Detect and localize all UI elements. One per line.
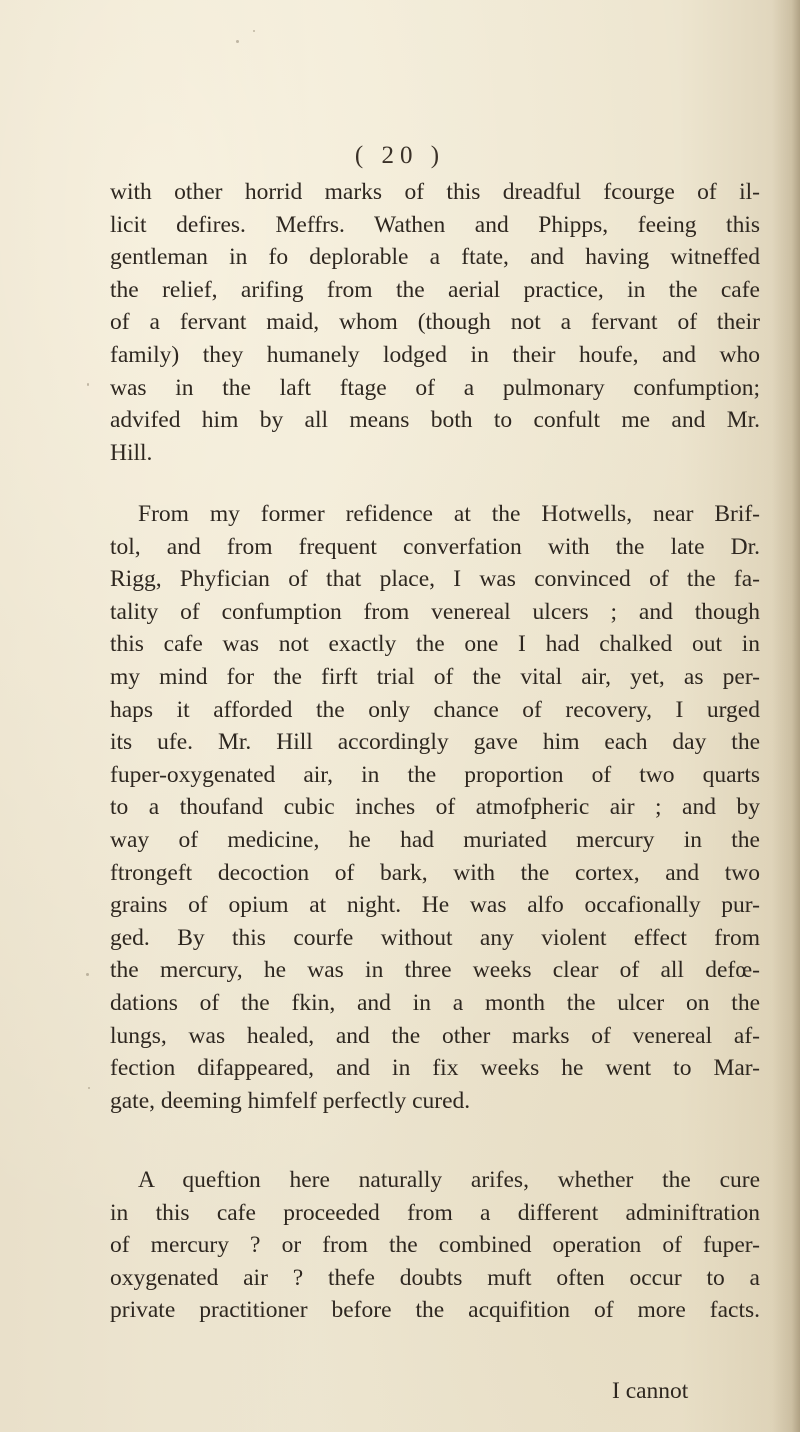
- text-line: A queftion here naturally arifes, whether the cure: [138, 1167, 760, 1193]
- text-line: fection difappeared, and in fix weeks he went to Mar-: [110, 1055, 760, 1082]
- text-line: advifed him by all means both to confult me and Mr.: [110, 407, 760, 434]
- text-line: of mercury ? or from the combined operation of fuper-: [110, 1232, 760, 1259]
- text-line: my mind for the firft trial of the vital air, yet, as per-: [110, 663, 760, 690]
- text-line: dations of the fkin, and in a month the ulcer on the: [110, 989, 760, 1016]
- text-line: family) they humanely lodged in their houfe, and who: [110, 341, 760, 368]
- catchword: I cannot: [612, 1378, 689, 1404]
- page-edge-shadow: [772, 0, 800, 1432]
- text-line: to a thoufand cubic inches of atmofpheric air ; and by: [110, 794, 760, 821]
- text-line: Rigg, Phyfician of that place, I was convinced of the fa-: [110, 566, 760, 593]
- paper-speck: [87, 383, 89, 386]
- text-line: gate, deeming himfelf perfectly cured.: [110, 1087, 471, 1114]
- text-line: private practitioner before the acquifition of more facts.: [110, 1297, 760, 1324]
- text-line: of a fervant maid, whom (though not a fervant of their: [110, 309, 760, 336]
- paragraph-3: [110, 1164, 760, 1327]
- text-line: ftrongeft decoction of bark, with the cortex, and two: [110, 859, 760, 886]
- text-line: Hill.: [110, 439, 153, 466]
- text-line: From my former refidence at the Hotwells, near Brif-: [138, 501, 760, 527]
- text-line: tality of confumption from venereal ulcers ; and though: [110, 598, 760, 625]
- text-line: the mercury, he was in three weeks clear of all defœ-: [110, 957, 760, 984]
- text-line: gentleman in fo deplorable a ftate, and having witneffed: [110, 244, 760, 271]
- text-line: licit defires. Meffrs. Wathen and Phipps, feeing this: [110, 211, 760, 238]
- text-line: this cafe was not exactly the one I had chalked out in: [110, 631, 760, 658]
- text-line: lungs, was healed, and the other marks of venereal af-: [110, 1022, 760, 1049]
- text-line: oxygenated air ? thefe doubts muft often occur to a: [110, 1264, 760, 1291]
- text-line: ged. By this courfe without any violent effect from: [110, 924, 760, 951]
- paper-speck: [253, 30, 255, 32]
- paragraph-2: [110, 498, 760, 1117]
- page-number: ( 20 ): [354, 142, 446, 169]
- text-line: was in the laft ftage of a pulmonary confumption;: [110, 374, 760, 401]
- paragraph-1: [110, 176, 760, 469]
- text-line: grains of opium at night. He was alfo occafionally pur-: [110, 892, 760, 919]
- text-line: way of medicine, he had muriated mercury in the: [110, 826, 760, 853]
- paper-speck: [88, 1087, 90, 1089]
- text-line: with other horrid marks of this dreadful fcourge of il-: [110, 179, 760, 205]
- text-line: fuper-oxygenated air, in the proportion of two quarts: [110, 761, 760, 788]
- text-line: the relief, arifing from the aerial practice, in the cafe: [110, 276, 760, 303]
- text-line: tol, and from frequent converfation with the late Dr.: [110, 533, 760, 560]
- paper-speck: [236, 40, 239, 43]
- text-line: in this cafe proceeded from a different adminiftration: [110, 1199, 760, 1226]
- text-line: haps it afforded the only chance of recovery, I urged: [110, 696, 760, 723]
- text-line: its ufe. Mr. Hill accordingly gave him each day the: [110, 729, 760, 756]
- paper-speck: [86, 973, 89, 976]
